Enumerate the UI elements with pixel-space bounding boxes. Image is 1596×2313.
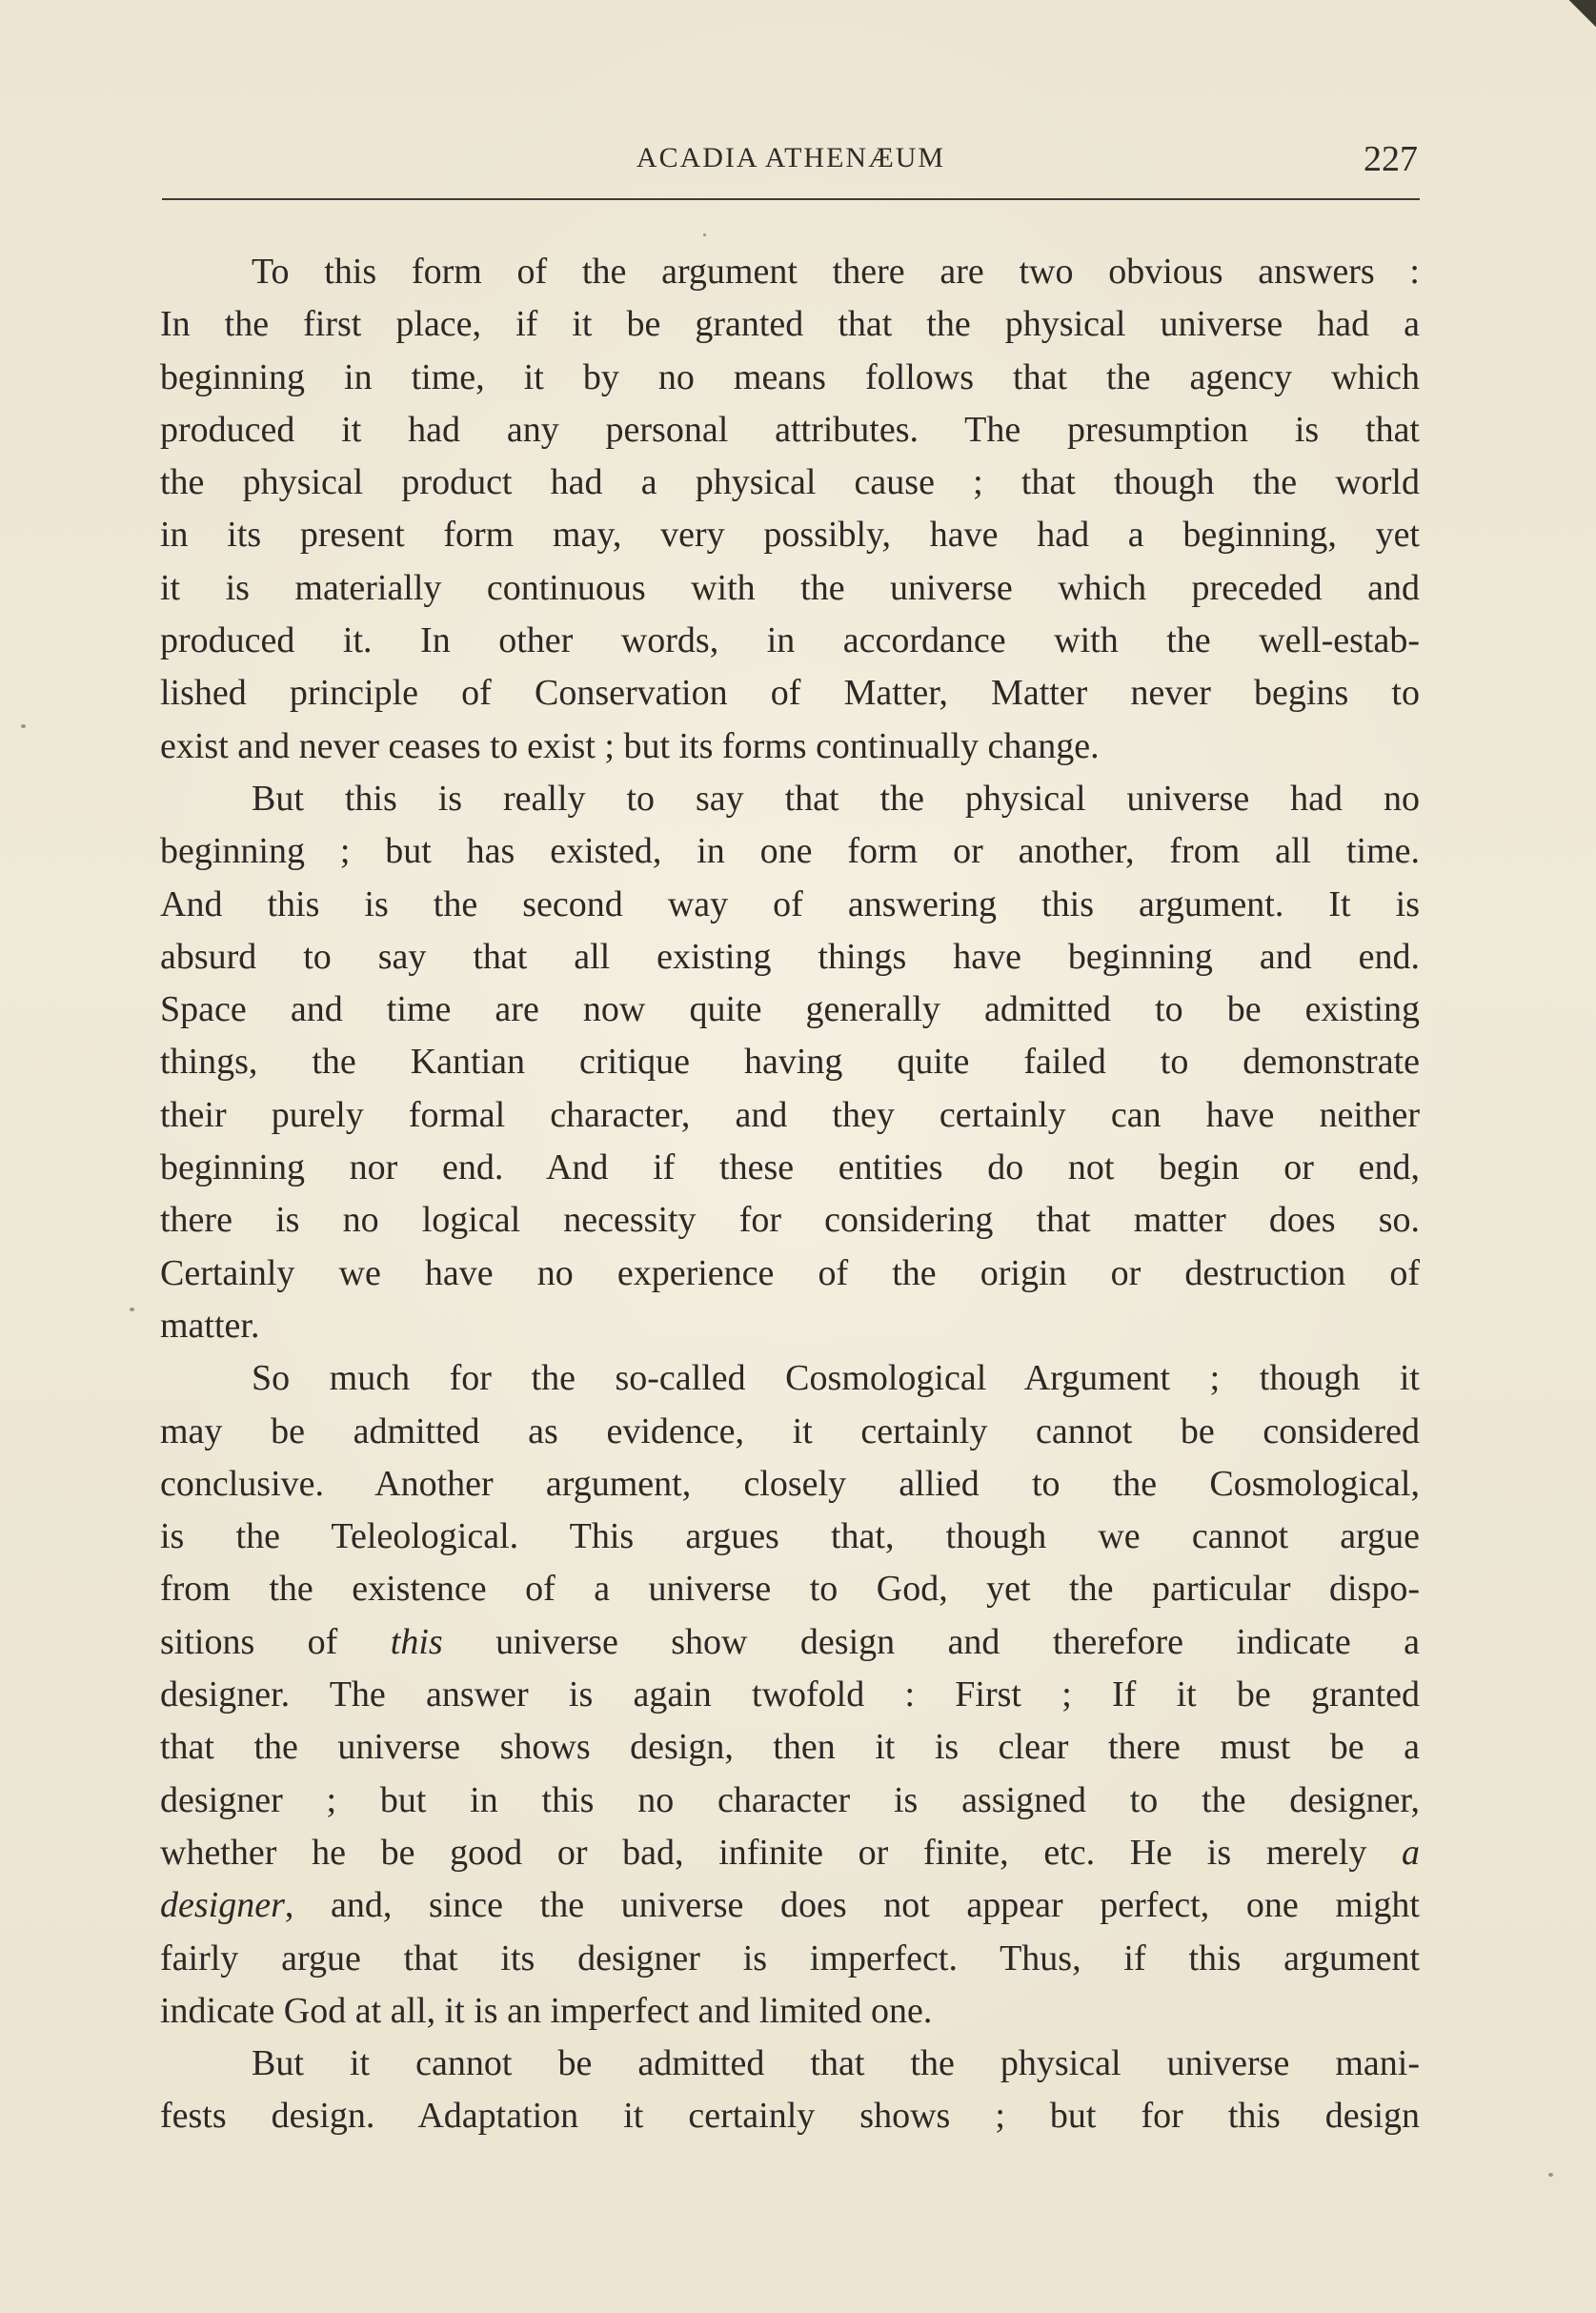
line-text: beginning in time, it by no means follows that the agency which: [160, 356, 1420, 397]
line-text: from the existence of a universe to God, yet the particular dispo-: [160, 1569, 1420, 1610]
line-text: whether he be good or bad, infinite or finite, etc. He is merely: [160, 1832, 1402, 1873]
line-text: is the Teleological. This argues that, though we cannot argue: [160, 1516, 1420, 1557]
text-line: [160, 1669, 1420, 1721]
text-line: [160, 879, 1420, 931]
line-text: And this is the second way of answering this argument. It is: [160, 883, 1420, 924]
page-number: 227: [1364, 139, 1418, 179]
line-text: So much for the so-called Cosmological Argument ; though it: [252, 1358, 1420, 1399]
body-text: [160, 246, 1420, 2143]
text-line: [160, 2090, 1420, 2142]
text-line: [160, 1352, 1420, 1405]
paper-speck: [130, 1308, 134, 1311]
text-line: [160, 1933, 1420, 1985]
running-head: ACADIA ATHENÆUM: [636, 142, 946, 173]
paper-speck: [1548, 2173, 1553, 2177]
text-line: [160, 1142, 1420, 1194]
line-text: produced it. In other words, in accordance with the well-estab-: [160, 620, 1420, 661]
text-line: [160, 1827, 1420, 1879]
text-line: [160, 1511, 1420, 1563]
text-line: [160, 2038, 1420, 2090]
text-line: [160, 1775, 1420, 1827]
line-text: things, the Kantian critique having quite failed to demonstrate: [160, 1042, 1420, 1083]
text-line: [160, 1985, 1420, 2038]
text-line: [160, 1194, 1420, 1247]
text-line: [160, 1721, 1420, 1774]
line-text: it is materially continuous with the universe which preceded and: [160, 567, 1420, 608]
line-text: designer ; but in this no character is assigned to the designer,: [160, 1779, 1420, 1820]
page-corner-shadow: [1567, 0, 1596, 38]
line-text: matter.: [160, 1305, 260, 1346]
line-text: may be admitted as evidence, it certainly cannot be considered: [160, 1410, 1420, 1451]
text-line: [160, 984, 1420, 1036]
line-text: fests design. Adaptation it certainly shows ; but for this design: [160, 2096, 1420, 2137]
paper-speck: [703, 233, 706, 236]
line-text: in its present form may, very possibly, have had a beginning, yet: [160, 515, 1420, 556]
line-text: beginning ; but has existed, in one form or another, from all time.: [160, 831, 1420, 872]
text-line: [160, 1406, 1420, 1458]
line-text-rest: universe show design and therefore indicate a: [442, 1621, 1420, 1662]
italic-word: designer: [160, 1885, 285, 1926]
line-text-rest: , and, since the universe does not appear perfect, one might: [284, 1885, 1420, 1926]
line-text: But it cannot be admitted that the physical universe mani-: [252, 2043, 1420, 2084]
paper-speck: [21, 724, 26, 728]
line-text: sitions of: [160, 1621, 391, 1662]
text-line: [160, 509, 1420, 561]
text-line: [160, 298, 1420, 351]
line-text: their purely formal character, and they certainly can have neither: [160, 1094, 1420, 1135]
text-line: [160, 615, 1420, 667]
text-line: [160, 667, 1420, 720]
line-text: indicate God at all, it is an imperfect and limited one.: [160, 1990, 933, 2031]
line-text: lished principle of Conservation of Matter, Matter never begins to: [160, 673, 1420, 714]
text-line: [160, 720, 1420, 773]
line-text: absurd to say that all existing things have beginning and end.: [160, 936, 1420, 977]
italic-word: this: [390, 1621, 443, 1662]
line-text: designer. The answer is again twofold : First ; If it be granted: [160, 1674, 1420, 1715]
line-text: there is no logical necessity for considering that matter does so.: [160, 1200, 1420, 1241]
text-line: [160, 825, 1420, 878]
text-line: [160, 931, 1420, 984]
line-text: beginning nor end. And if these entities do not begin or end,: [160, 1147, 1420, 1188]
line-text: conclusive. Another argument, closely allied to the Cosmological,: [160, 1463, 1420, 1504]
header-rule: [162, 198, 1420, 200]
line-text: In the first place, if it be granted that the physical universe had a: [160, 304, 1420, 345]
text-line: [160, 1089, 1420, 1142]
page-header: [162, 138, 1420, 180]
line-text: Certainly we have no experience of the origin or destruction of: [160, 1252, 1420, 1293]
text-line: [160, 562, 1420, 615]
line-text: produced it had any personal attributes. The presumption is that: [160, 409, 1420, 450]
text-line: [160, 1036, 1420, 1088]
text-line: [160, 1563, 1420, 1615]
text-line: [160, 246, 1420, 298]
text-line: [160, 1248, 1420, 1300]
text-line: [160, 1458, 1420, 1511]
line-text: fairly argue that its designer is imperfect. Thus, if this argument: [160, 1938, 1420, 1978]
text-line: [160, 457, 1420, 509]
line-text: that the universe shows design, then it is clear there must be a: [160, 1727, 1420, 1768]
text-line: [160, 1300, 1420, 1352]
text-line: [160, 773, 1420, 825]
italic-word: a: [1402, 1832, 1420, 1873]
line-text: To this form of the argument there are two obvious answers :: [252, 252, 1420, 292]
text-line: [160, 1616, 1420, 1669]
text-line: [160, 352, 1420, 404]
text-line: [160, 1879, 1420, 1932]
text-line: [160, 404, 1420, 457]
line-text: But this is really to say that the physical universe had no: [252, 778, 1420, 819]
line-text: the physical product had a physical cause ; that though the world: [160, 462, 1420, 503]
line-text: Space and time are now quite generally admitted to be existing: [160, 989, 1420, 1030]
line-text: exist and never ceases to exist ; but its forms continually change.: [160, 725, 1100, 766]
